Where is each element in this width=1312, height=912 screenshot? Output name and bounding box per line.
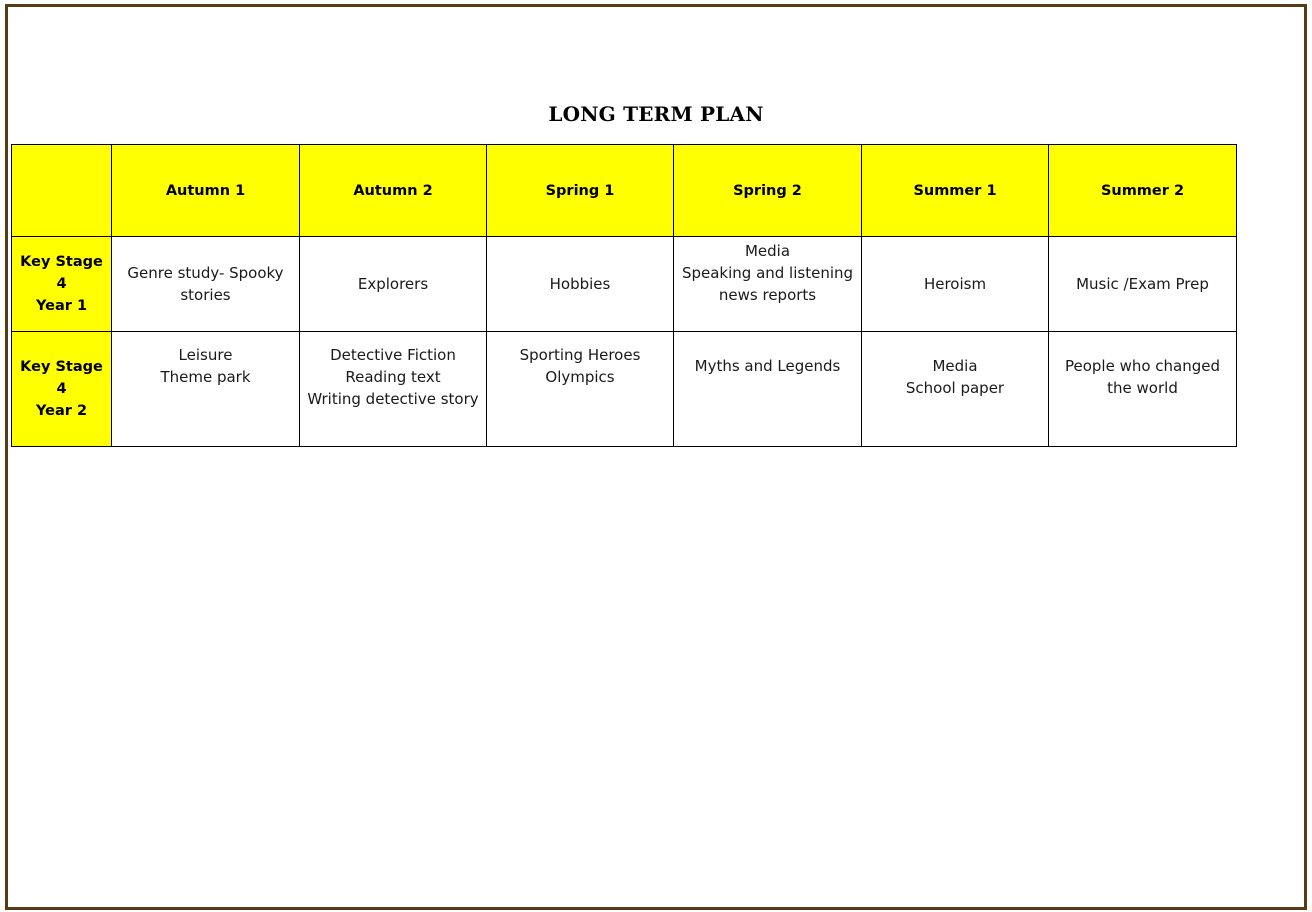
cell-line: Myths and Legends <box>694 357 841 375</box>
long-term-plan-table <box>11 144 1237 447</box>
row-label-line: Year 1 <box>35 298 88 314</box>
cell-line: Music /Exam Prep <box>1076 275 1209 293</box>
table-cell <box>862 237 1049 332</box>
column-header-spring-2: Spring 2 <box>674 145 862 237</box>
table-cell <box>300 237 487 332</box>
cell-line: Theme park <box>160 368 251 386</box>
column-header-autumn-2: Autumn 2 <box>300 145 487 237</box>
page-title: LONG TERM PLAN <box>548 102 764 126</box>
table-cell <box>300 332 487 447</box>
cell-line: Speaking and listening <box>681 264 854 282</box>
cell-line: news reports <box>718 286 817 304</box>
cell-line: Detective Fiction <box>330 346 456 364</box>
column-header-autumn-1: Autumn 1 <box>112 145 300 237</box>
cell-line: Hobbies <box>549 275 611 293</box>
column-header-spring-1: Spring 1 <box>487 145 674 237</box>
column-header-summer-2: Summer 2 <box>1049 145 1237 237</box>
header-row <box>12 145 1237 237</box>
cell-line: Reading text <box>345 368 441 386</box>
cell-line: Media <box>932 357 978 375</box>
table-row <box>12 237 1237 332</box>
column-header-summer-1: Summer 1 <box>862 145 1049 237</box>
table-row <box>12 332 1237 447</box>
cell-line: the world <box>1107 379 1178 397</box>
cell-line: Explorers <box>357 275 429 293</box>
cell-line: Writing detective story <box>307 390 479 408</box>
cell-line: People who changed <box>1064 357 1221 375</box>
row-label-line: Year 2 <box>35 403 88 419</box>
cell-line: Leisure <box>178 346 233 364</box>
table-cell <box>862 332 1049 447</box>
table-cell <box>487 332 674 447</box>
cell-line: Olympics <box>545 368 615 386</box>
row-label-year-1 <box>12 237 112 332</box>
table-cell <box>487 237 674 332</box>
row-label-line: Key Stage 4 <box>20 359 103 397</box>
table-cell <box>674 332 862 447</box>
row-label-line: Key Stage 4 <box>20 254 103 292</box>
cell-line: School paper <box>905 379 1005 397</box>
row-label-year-2 <box>12 332 112 447</box>
table-cell <box>674 237 862 332</box>
cell-line: Heroism <box>923 275 987 293</box>
table-cell <box>112 332 300 447</box>
cell-line: Genre study- Spooky <box>127 264 284 282</box>
cell-line: stories <box>180 286 231 304</box>
cell-line: Sporting Heroes <box>519 346 641 364</box>
cell-line: Media <box>744 242 791 260</box>
corner-cell <box>12 145 112 237</box>
table-cell <box>112 237 300 332</box>
page-frame <box>5 4 1307 910</box>
table-cell <box>1049 237 1237 332</box>
table-cell <box>1049 332 1237 447</box>
